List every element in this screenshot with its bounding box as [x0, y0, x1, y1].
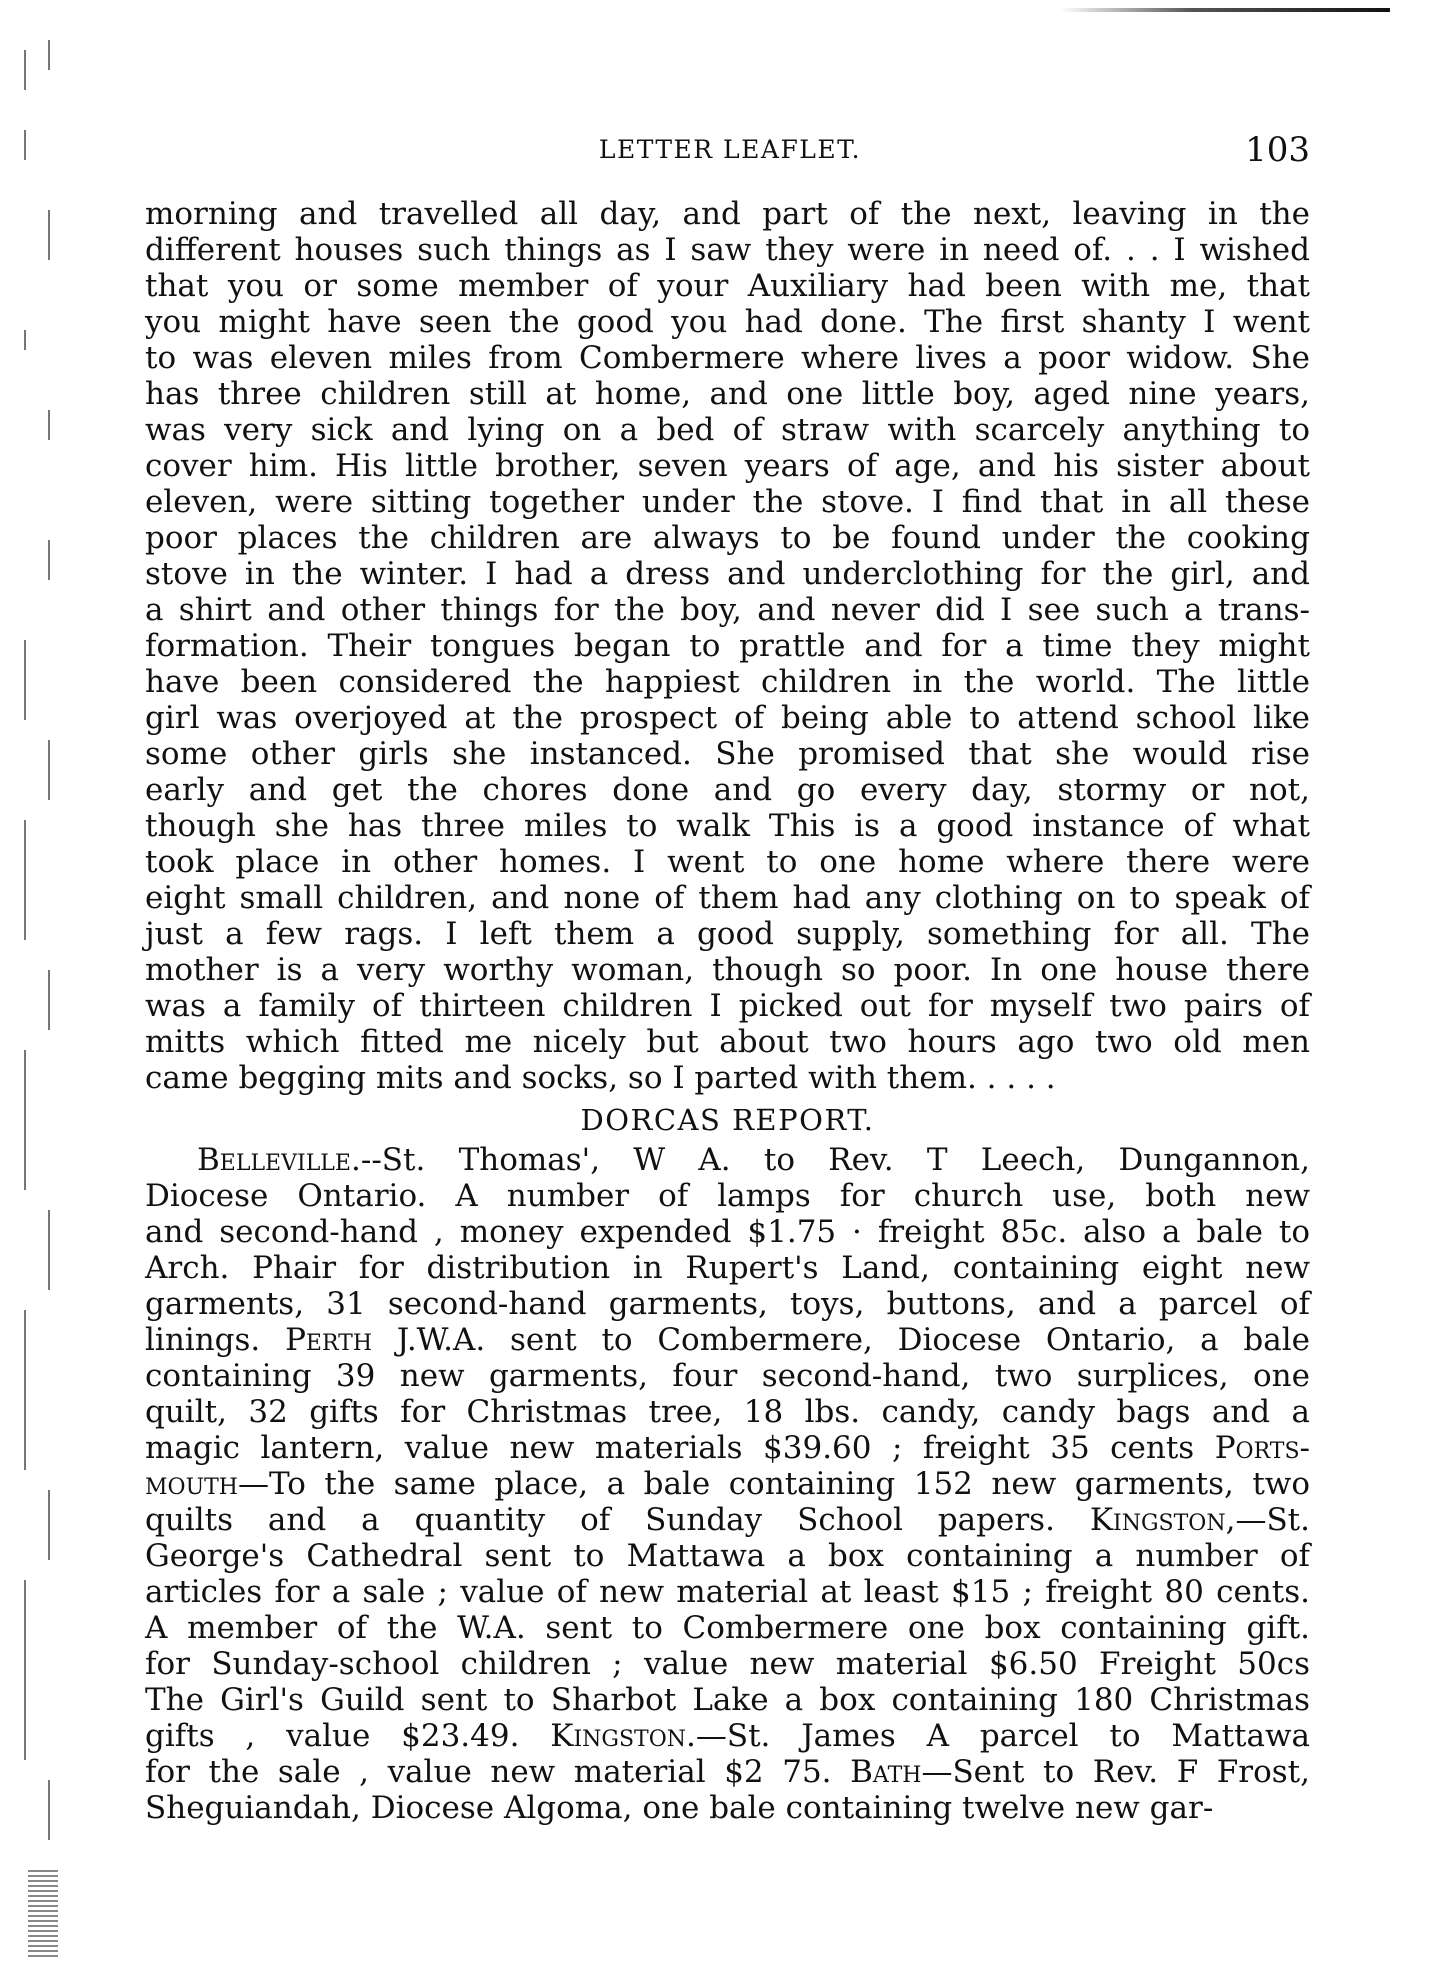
- text-line: though she has three miles to walk This is a good instance of what: [145, 808, 1310, 844]
- running-title: LETTER LEAFLET.: [598, 135, 862, 164]
- text-line: mitts which fitted me nicely but about two hours ago two old men: [145, 1024, 1310, 1060]
- text-line: poor places the children are always to be found under the cooking: [145, 520, 1310, 556]
- place-name: mouth: [145, 1466, 238, 1502]
- body-text: [145, 196, 1310, 1826]
- line-text: and second-hand , money expended $1.75 · freight 85c. also a bale to: [145, 1214, 1310, 1250]
- text-line: stove in the winter. I had a dress and underclothing for the girl, and: [145, 556, 1310, 592]
- section-heading-dorcas-report: DORCAS REPORT.: [580, 1103, 875, 1137]
- line-text: Arch. Phair for distribution in Rupert's Land, containing eight new: [145, 1250, 1310, 1286]
- line-text: --St. Thomas', W A. to Rev. T Leech, Dungannon,: [360, 1142, 1310, 1178]
- text-line: have been considered the happiest children in the world. The little: [145, 664, 1310, 700]
- binding-gutter-marks: [22, 40, 82, 1960]
- text-line: you might have seen the good you had done. The first shanty I went: [145, 304, 1310, 340]
- place-name: Perth: [285, 1322, 373, 1358]
- text-line: [145, 1142, 1310, 1178]
- text-line: [145, 1682, 1310, 1718]
- line-text: linings.: [145, 1322, 286, 1358]
- line-text: J.W.A. sent to Combermere, Diocese Ontario, a bale: [372, 1322, 1311, 1358]
- text-line: some other girls she instanced. She promised that she would rise: [145, 736, 1310, 772]
- text-line: [145, 1358, 1310, 1394]
- text-line: to was eleven miles from Combermere where lives a poor widow. She: [145, 340, 1310, 376]
- page-number: 103: [1245, 130, 1310, 170]
- place-name: Kingston.: [550, 1718, 696, 1754]
- text-line: was very sick and lying on a bed of straw with scarcely anything to: [145, 412, 1310, 448]
- text-line: [145, 1394, 1310, 1430]
- text-line: formation. Their tongues began to prattle and for a time they might: [145, 628, 1310, 664]
- text-line: took place in other homes. I went to one home where there were: [145, 844, 1310, 880]
- text-line: [145, 1754, 1310, 1790]
- text-line: [145, 1790, 1310, 1826]
- text-line: different houses such things as I saw they were in need of. . . I wished: [145, 232, 1310, 268]
- text-line: [145, 1502, 1310, 1538]
- running-head: [150, 130, 1310, 170]
- text-line: morning and travelled all day, and part of the next, leaving in the: [145, 196, 1310, 232]
- place-name: Kingston,: [1089, 1502, 1236, 1538]
- gutter-smudge: [28, 1870, 58, 1960]
- dorcas-report-paragraph: [145, 1142, 1310, 1826]
- line-text: —St. James A parcel to Mattawa: [695, 1718, 1310, 1754]
- line-text: magic lantern, value new materials $39.60 ; freight 35 cents: [145, 1430, 1215, 1466]
- text-line: [145, 1610, 1310, 1646]
- text-line: that you or some member of your Auxiliary had been with me, that: [145, 268, 1310, 304]
- text-line: was a family of thirteen children I picked out for myself two pairs of: [145, 988, 1310, 1024]
- text-line: a shirt and other things for the boy, and never did I see such a trans-: [145, 592, 1310, 628]
- line-text: gifts , value $23.49.: [145, 1718, 551, 1754]
- line-text: George's Cathedral sent to Mattawa a box containing a number of: [145, 1538, 1310, 1574]
- text-line: [145, 1322, 1310, 1358]
- line-text: quilts and a quantity of Sunday School papers.: [145, 1502, 1090, 1538]
- text-line: [145, 1718, 1310, 1754]
- line-text: containing 39 new garments, four second-hand, two surplices, one: [145, 1358, 1310, 1394]
- line-text: for the sale , value new material $2 75.: [145, 1754, 851, 1790]
- text-line: [145, 1430, 1310, 1466]
- line-text: for Sunday-school children ; value new material $6.50 Freight 50cs: [145, 1646, 1310, 1682]
- line-text: Diocese Ontario. A number of lamps for church use, both new: [145, 1178, 1310, 1214]
- text-line: [145, 1214, 1310, 1250]
- text-line: girl was overjoyed at the prospect of being able to attend school like: [145, 700, 1310, 736]
- text-line: cover him. His little brother, seven years of age, and his sister about: [145, 448, 1310, 484]
- text-line: eight small children, and none of them had any clothing on to speak of: [145, 880, 1310, 916]
- text-line: came begging mits and socks, so I parted with them. . . . .: [145, 1060, 1056, 1096]
- text-line: [145, 1646, 1310, 1682]
- text-line: [145, 1538, 1310, 1574]
- text-line: eleven, were sitting together under the stove. I find that in all these: [145, 484, 1310, 520]
- text-line: has three children still at home, and one little boy, aged nine years,: [145, 376, 1310, 412]
- text-line: early and get the chores done and go every day, stormy or not,: [145, 772, 1310, 808]
- line-text: A member of the W.A. sent to Combermere one box containing gift.: [145, 1610, 1310, 1646]
- line-text: —To the same place, a bale containing 152 new garments, two: [237, 1466, 1310, 1502]
- place-name: Belleville.: [197, 1142, 361, 1178]
- line-text: quilt, 32 gifts for Christmas tree, 18 lbs. candy, candy bags and a: [145, 1394, 1310, 1430]
- place-name: Bath: [850, 1754, 922, 1790]
- text-line: just a few rags. I left them a good supply, something for all. The: [145, 916, 1310, 952]
- place-name: Ports-: [1214, 1430, 1310, 1466]
- line-text: —St.: [1235, 1502, 1310, 1538]
- text-line: [145, 1574, 1310, 1610]
- text-line: [145, 1466, 1310, 1502]
- text-line: [145, 1250, 1310, 1286]
- text-line: [145, 1178, 1310, 1214]
- top-edge-rule: [1060, 8, 1390, 12]
- letter-paragraph: [145, 196, 1310, 1096]
- line-text: garments, 31 second-hand garments, toys, buttons, and a parcel of: [145, 1286, 1310, 1322]
- line-text: Sheguiandah, Diocese Algoma, one bale containing twelve new gar-: [145, 1790, 1214, 1826]
- line-text: The Girl's Guild sent to Sharbot Lake a box containing 180 Christmas: [145, 1682, 1310, 1718]
- text-line: [145, 1286, 1310, 1322]
- line-text: —Sent to Rev. F Frost,: [921, 1754, 1310, 1790]
- line-text: articles for a sale ; value of new material at least $15 ; freight 80 cents.: [145, 1574, 1310, 1610]
- text-line: mother is a very worthy woman, though so poor. In one house there: [145, 952, 1310, 988]
